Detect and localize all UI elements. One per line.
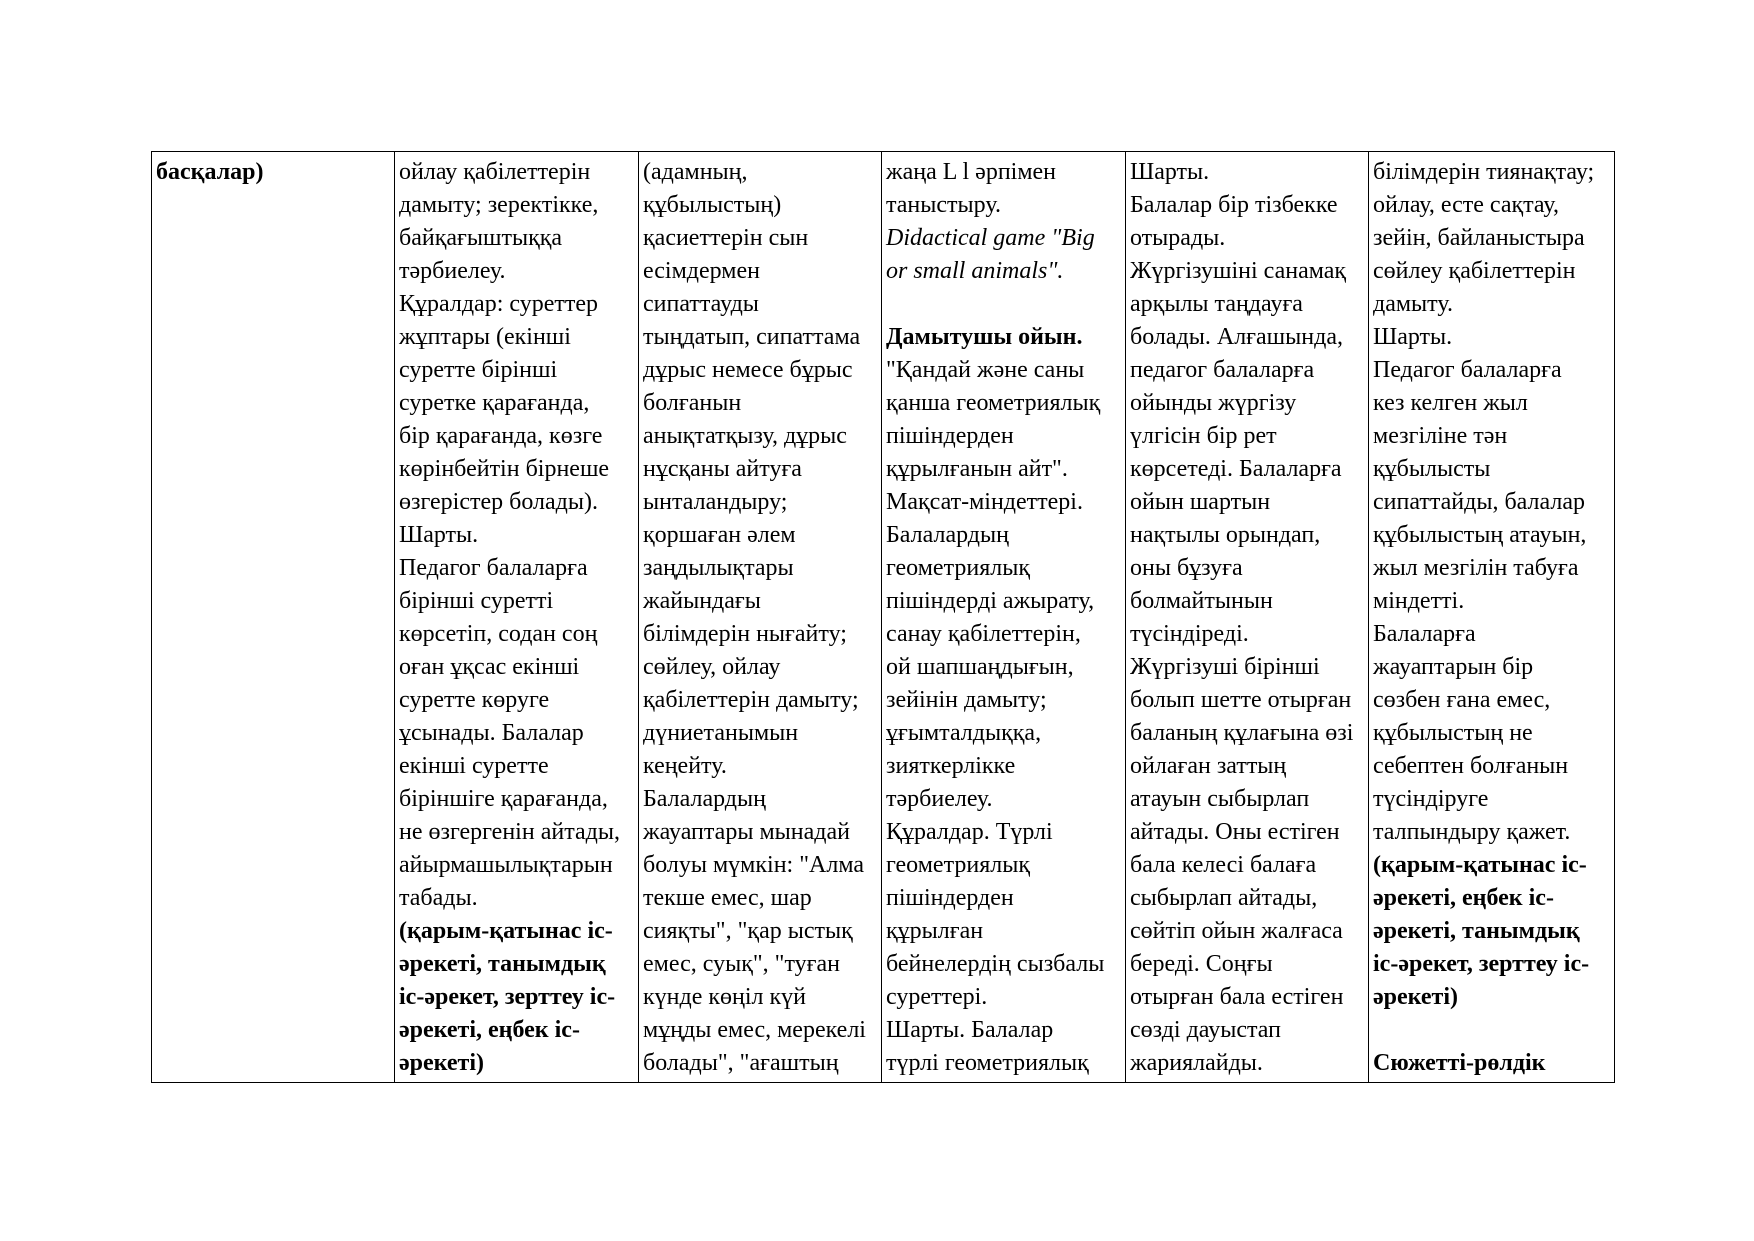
cell-text-line: түсіндіруге bbox=[1373, 786, 1489, 812]
cell-text-line: Балалардың bbox=[886, 522, 1009, 548]
cell-text-line: себептен болғанын bbox=[1373, 753, 1569, 779]
cell-text-line: тәрбиелеу. bbox=[886, 786, 993, 812]
cell-text-line: ұсынады. Балалар bbox=[399, 720, 584, 746]
cell-text-line: талпындыру қажет. bbox=[1373, 819, 1571, 845]
cell-text-line: қабілеттерін дамыту; bbox=[643, 687, 859, 713]
cell-text-line: текше емес, шар bbox=[643, 885, 812, 911]
cell-text-line: дамыту; зеректікке, bbox=[399, 192, 599, 218]
cell-text-line: педагог балаларға bbox=[1130, 357, 1315, 383]
cell-text-line: бір қарағанда, көзге bbox=[399, 423, 603, 449]
cell-text-line: болады", "ағаштың bbox=[643, 1050, 839, 1076]
table-cell-4 bbox=[882, 152, 1126, 1083]
cell-text-line: мұңды емес, мерекелі bbox=[643, 1017, 866, 1043]
cell-text-line: үлгісін бір рет bbox=[1130, 423, 1277, 449]
cell-text-line: күнде көңіл күй bbox=[643, 984, 807, 1010]
cell-text-line: анықтатқызу, дұрыс bbox=[643, 423, 847, 449]
cell-text-line: пішіндерден bbox=[886, 423, 1014, 449]
cell-text-line: әрекеті, танымдық bbox=[1373, 918, 1580, 944]
cell-text-line: суретте бірінші bbox=[399, 357, 558, 383]
cell-text-line: Балалар бір тізбекке bbox=[1130, 192, 1338, 218]
cell-text-line: ойлау қабілеттерін bbox=[399, 159, 591, 185]
cell-text-line: құбылыстың) bbox=[643, 192, 782, 218]
cell-text-line: құбылысты bbox=[1373, 456, 1491, 482]
cell-text-line: Педагог балаларға bbox=[1373, 357, 1562, 383]
cell-text-line: болады. Алғашында, bbox=[1130, 324, 1343, 350]
cell-text-line: Құралдар: суреттер bbox=[399, 291, 598, 317]
cell-text-line: Didactical game "Big bbox=[886, 225, 1095, 251]
cell-text-line: сөйлеу, ойлау bbox=[643, 654, 781, 680]
cell-text-line: нұсқаны айтуға bbox=[643, 456, 802, 482]
cell-text-line: түрлі геометриялық bbox=[886, 1050, 1089, 1076]
cell-text-line: Балалардың bbox=[643, 786, 766, 812]
cell-text-line: отырған бала естіген bbox=[1130, 984, 1344, 1010]
cell-text-line: құрылғанын айт". bbox=[886, 456, 1068, 482]
cell-text-line: суретте көруге bbox=[399, 687, 550, 713]
cell-text-line: іс-әрекет, зерттеу іс- bbox=[399, 984, 616, 1010]
cell-text-line: қоршаған әлем bbox=[643, 522, 796, 548]
cell-text-line: дамыту. bbox=[1373, 291, 1453, 317]
cell-text-line: сөйлеу қабілеттерін bbox=[1373, 258, 1576, 284]
cell-text-line: мезгіліне тән bbox=[1373, 423, 1508, 449]
cell-text-line: береді. Соңғы bbox=[1130, 951, 1273, 977]
cell-text-line: суретке қарағанда, bbox=[399, 390, 590, 416]
cell-text-line: Құралдар. Түрлі bbox=[886, 819, 1053, 845]
cell-text-line: ойынды жүргізу bbox=[1130, 390, 1297, 416]
cell-text-line: дүниетанымын bbox=[643, 720, 799, 746]
cell-text-line: (адамның, bbox=[643, 159, 748, 185]
cell-text-line: әрекеті, танымдық bbox=[399, 951, 606, 977]
cell-text-line: кеңейту. bbox=[643, 753, 727, 779]
cell-text-line: табады. bbox=[399, 885, 478, 911]
cell-text-line: кез келген жыл bbox=[1373, 390, 1528, 416]
cell-text-line: or small animals". bbox=[886, 258, 1064, 284]
cell-text-line: екінші суретте bbox=[399, 753, 549, 779]
cell-text-line: зейінін дамыту; bbox=[886, 687, 1047, 713]
table-cell-6 bbox=[1369, 152, 1615, 1083]
table-cell-2 bbox=[395, 152, 639, 1083]
cell-text-line: бейнелердің сызбалы bbox=[886, 951, 1105, 977]
cell-text-line: жыл мезгілін табуға bbox=[1373, 555, 1579, 581]
table-cell-3 bbox=[639, 152, 882, 1083]
cell-text-line: Мақсат-міндеттері. bbox=[886, 489, 1083, 515]
cell-text-line: болуы мүмкін: "Алма bbox=[643, 852, 864, 878]
cell-text-line: заңдылықтары bbox=[643, 555, 794, 581]
cell-text-line: Дамытушы ойын. bbox=[886, 324, 1083, 350]
cell-text-line: санау қабілеттерін, bbox=[886, 621, 1081, 647]
cell-text-line: ойлаған заттың bbox=[1130, 753, 1287, 779]
cell-text-line: құбылыстың не bbox=[1373, 720, 1533, 746]
cell-text-line: көрсетеді. Балаларға bbox=[1130, 456, 1342, 482]
cell-text-line: әрекеті) bbox=[1373, 984, 1458, 1010]
cell-text-line bbox=[1373, 1014, 1610, 1047]
cell-text-line: өзгерістер болады). bbox=[399, 489, 598, 515]
cell-text-line: пішіндерден bbox=[886, 885, 1014, 911]
cell-text-line: айтады. Оны естіген bbox=[1130, 819, 1340, 845]
cell-text-line: сөзді дауыстап bbox=[1130, 1017, 1281, 1043]
cell-text-line: болғанын bbox=[643, 390, 742, 416]
cell-text-line: тәрбиелеу. bbox=[399, 258, 506, 284]
cell-text-line: міндетті. bbox=[1373, 588, 1465, 614]
cell-text-line: бала келесі балаға bbox=[1130, 852, 1317, 878]
cell-text-line: геометриялық bbox=[886, 852, 1030, 878]
cell-text-line: қасиеттерін сын bbox=[643, 225, 809, 251]
cell-text-line: ой шапшаңдығын, bbox=[886, 654, 1074, 680]
cell-text-line: ойлау, есте сақтау, bbox=[1373, 192, 1559, 218]
cell-text-line: құбылыстың атауын, bbox=[1373, 522, 1587, 548]
cell-text-line: сөзбен ғана емес, bbox=[1373, 687, 1551, 713]
table-cell-5 bbox=[1126, 152, 1369, 1083]
cell-text-line: құрылған bbox=[886, 918, 984, 944]
cell-text-line: әрекеті) bbox=[399, 1050, 484, 1076]
cell-text-line: ынталандыру; bbox=[643, 489, 788, 515]
cell-text-line: білімдерін тиянақтау; bbox=[1373, 159, 1595, 185]
cell-text-line: емес, суық", "туған bbox=[643, 951, 840, 977]
cell-text-line: не өзгергенін айтады, bbox=[399, 819, 620, 845]
cell-text-line: "Қандай және саны bbox=[886, 357, 1085, 383]
cell-text-line: жауаптары мынадай bbox=[643, 819, 850, 845]
cell-text-line: нақтылы орындап, bbox=[1130, 522, 1321, 548]
cell-text-line: жауаптарын бір bbox=[1373, 654, 1534, 680]
cell-text-line: Шарты. bbox=[1373, 324, 1453, 350]
cell-text-line: жұптары (екінші bbox=[399, 324, 571, 350]
cell-text-line: отырады. bbox=[1130, 225, 1226, 251]
cell-text-line: есімдермен bbox=[643, 258, 760, 284]
cell-text-line: баланың құлағына өзі bbox=[1130, 720, 1354, 746]
cell-text-line: көрсетіп, содан соң bbox=[399, 621, 598, 647]
cell-text-line: қанша геометриялық bbox=[886, 390, 1101, 416]
cell-text-line: Шарты. bbox=[399, 522, 479, 548]
cell-text-line: оны бұзуға bbox=[1130, 555, 1243, 581]
cell-text-line: геометриялық bbox=[886, 555, 1030, 581]
cell-text-line: тыңдатып, сипаттама bbox=[643, 324, 861, 350]
cell-text-line: таныстыру. bbox=[886, 192, 1001, 218]
cell-text-line: байқағыштыққа bbox=[399, 225, 563, 251]
cell-text-line: ойын шартын bbox=[1130, 489, 1271, 515]
cell-text-line: сипаттауды bbox=[643, 291, 759, 317]
cell-text-line: жайындағы bbox=[643, 588, 761, 614]
cell-text-line: оған ұқсас екінші bbox=[399, 654, 580, 680]
cell-text-line: (қарым-қатынас іс- bbox=[1373, 852, 1587, 878]
cell-text-line: болмайтынын bbox=[1130, 588, 1273, 614]
cell-text-line: дұрыс немесе бұрыс bbox=[643, 357, 853, 383]
cell-text-line: суреттері. bbox=[886, 984, 988, 1010]
cell-text-line: болып шетте отырған bbox=[1130, 687, 1352, 713]
cell-text-line: зияткерлікке bbox=[886, 753, 1016, 779]
cell-text-line: Шарты. Балалар bbox=[886, 1017, 1054, 1043]
cell-text-line: жариялайды. bbox=[1130, 1050, 1263, 1076]
cell-text-line: түсіндіреді. bbox=[1130, 621, 1249, 647]
cell-text-line: іс-әрекет, зерттеу іс- bbox=[1373, 951, 1590, 977]
cell-text-line: айырмашылықтарын bbox=[399, 852, 613, 878]
cell-text-line: сыбырлап айтады, bbox=[1130, 885, 1318, 911]
cell-text-line: ұғымталдыққа, bbox=[886, 720, 1042, 746]
cell-text-line: сипаттайды, балалар bbox=[1373, 489, 1586, 515]
cell-text-line bbox=[886, 288, 1121, 321]
cell-text-line: бірінші суретті bbox=[399, 588, 554, 614]
cell-text-line: сияқты", "қар ыстық bbox=[643, 918, 853, 944]
cell-text-line: (қарым-қатынас іс- bbox=[399, 918, 613, 944]
cell-text-line: Жүргізуші бірінші bbox=[1130, 654, 1320, 680]
cell-text-line: Шарты. bbox=[1130, 159, 1210, 185]
cell-text-line: басқалар) bbox=[156, 159, 264, 185]
cell-text-line: жаңа L l әрпімен bbox=[886, 159, 1057, 185]
table-cell-1 bbox=[152, 152, 395, 1083]
lesson-plan-table bbox=[151, 151, 1615, 1083]
cell-text-line: Жүргізушіні санамақ bbox=[1130, 258, 1347, 284]
cell-text-line: арқылы таңдауға bbox=[1130, 291, 1303, 317]
cell-text-line: пішіндерді ажырату, bbox=[886, 588, 1095, 614]
table-row bbox=[152, 152, 1615, 1083]
cell-text-line: әрекеті, еңбек іс- bbox=[1373, 885, 1554, 911]
cell-text-line: білімдерін нығайту; bbox=[643, 621, 847, 647]
cell-text-line: әрекеті, еңбек іс- bbox=[399, 1017, 580, 1043]
cell-text-line: көрінбейтін бірнеше bbox=[399, 456, 610, 482]
cell-text-line: Сюжетті-рөлдік bbox=[1373, 1050, 1546, 1076]
cell-text-line: атауын сыбырлап bbox=[1130, 786, 1310, 812]
cell-text-line: Педагог балаларға bbox=[399, 555, 588, 581]
cell-text-line: Балаларға bbox=[1373, 621, 1476, 647]
cell-text-line: біріншіге қарағанда, bbox=[399, 786, 608, 812]
cell-text-line: зейін, байланыстыра bbox=[1373, 225, 1585, 251]
cell-text-line: сөйтіп ойын жалғаса bbox=[1130, 918, 1343, 944]
